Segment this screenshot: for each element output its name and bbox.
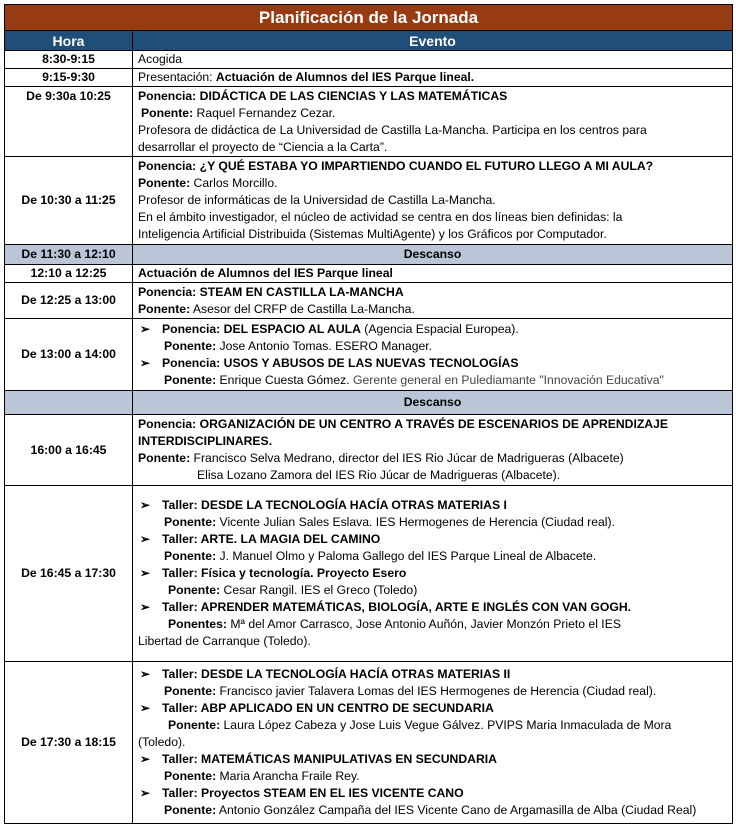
table-row — [5, 486, 733, 662]
time-cell: De 12:25 a 13:00 — [5, 283, 133, 319]
taller-title: Taller: DESDE LA TECNOLOGÍA HACÍA OTRAS MATERIAS I — [162, 498, 507, 512]
ponente-name: Raquel Fernandez Cezar. — [196, 105, 336, 120]
ponente-name: Enrique Cuesta Gómez. — [219, 372, 350, 387]
event-cell: Actuación de Alumnos del IES Parque lineal — [133, 265, 733, 283]
ponente-label: Ponente: — [138, 451, 191, 465]
taller-title: Taller: ARTE. LA MAGIA DEL CAMINO — [162, 532, 381, 546]
ponente-label: Ponente: — [164, 338, 217, 353]
event-cell — [133, 69, 733, 87]
ponente-name: Antonio González Campaña del IES Vicente Cano de Argamasilla de Alba (Ciudad Real) — [218, 803, 697, 817]
ponente-name: Francisco javier Talavera Lomas del IES Hermogenes de Herencia (Ciudad real). — [219, 684, 657, 698]
ponente-name: Mª del Amor Carrasco, Jose Antonio Auñón, Javier Monzón Prieto el IES — [230, 617, 621, 631]
time-cell: De 16:45 a 17:30 — [5, 486, 133, 662]
description-text: Profesora de didáctica de La Universidad de Castilla La-Mancha. Participa en los centros para — [138, 122, 647, 137]
ponente-label: Ponente: — [138, 301, 191, 316]
description-text: Profesor de informáticas de la Universidad de Castilla La-Mancha. — [138, 193, 496, 207]
ponente-name: J. Manuel Olmo y Paloma Gallego del IES Parque Lineal de Albacete. — [219, 549, 597, 563]
taller-title: Taller: Proyectos STEAM EN EL IES VICENTE CANO — [162, 786, 464, 800]
arrow-bullet-icon: ➢ — [140, 355, 151, 370]
time-cell: 12:10 a 12:25 — [5, 265, 133, 283]
description-text: En el ámbito investigador, el núcleo de actividad se centra en dos líneas bien definidas: la — [138, 210, 623, 224]
arrow-bullet-icon: ➢ — [140, 600, 151, 614]
ponente-name-cont: (Toledo). — [138, 735, 186, 749]
break-label: Descanso — [133, 391, 733, 415]
arrow-bullet-icon: ➢ — [140, 752, 151, 766]
arrow-bullet-icon: ➢ — [140, 701, 151, 715]
ponente-label: Ponente: — [168, 583, 221, 597]
taller-title: Taller: APRENDER MATEMÁTICAS, BIOLOGÍA, ARTE E INGLÉS CON VAN GOGH. — [162, 600, 632, 614]
ponente-name: Cesar Rangil. IES el Greco (Toledo) — [223, 583, 418, 597]
time-cell: 8:30-9:15 — [5, 51, 133, 69]
ponente-name: Elisa Lozano Zamora del IES Rio Júcar de Madrigueras (Albacete). — [197, 468, 561, 482]
arrow-bullet-icon: ➢ — [140, 667, 151, 681]
ponencia-title-cont: INTERDISCIPLINARES. — [138, 434, 273, 448]
event-cell — [133, 486, 733, 662]
ponente-extra: Gerente general en Puledіamante "Innovación Educativa" — [353, 372, 664, 387]
time-cell: 9:15-9:30 — [5, 69, 133, 87]
event-cell — [133, 87, 733, 157]
event-cell — [133, 319, 733, 391]
taller-title: Taller: Física y tecnología. Proyecto Esero — [162, 566, 407, 580]
ponente-label: Ponente: — [164, 549, 217, 563]
arrow-bullet-icon: ➢ — [140, 786, 151, 800]
ponencia-title: ORGANIZACIÓN DE UN CENTRO A TRAVÉS DE ESCENARIOS DE APRENDIZAJE — [199, 417, 668, 431]
ponente-label: Ponente: — [138, 176, 191, 190]
ponente-name: Vicente Julian Sales Eslava. IES Hermogenes de Herencia (Ciudad real). — [219, 515, 615, 529]
ponencia-title: ¿Y QUÉ ESTABA YO IMPARTIENDO CUANDO EL FUTURO LLEGO A MI AULA? — [199, 159, 654, 173]
ponencia-label: Ponencia: — [138, 88, 197, 103]
arrow-bullet-icon: ➢ — [140, 321, 151, 336]
table-row — [5, 415, 733, 486]
page-title: Planificación de la Jornada — [5, 5, 733, 31]
ponencia-title: USOS Y ABUSOS DE LAS NUEVAS TECNOLOGÍAS — [223, 355, 519, 370]
ponencia-label: Ponencia: — [162, 355, 221, 370]
ponente-label: Ponente: — [164, 769, 217, 783]
table-row — [5, 87, 733, 157]
ponencia-title: DIDÁCTICA DE LAS CIENCIAS Y LAS MATEMÁTICAS — [199, 88, 508, 103]
ponencia-label: Ponencia: — [162, 321, 221, 336]
table-row — [5, 319, 733, 391]
ponencia-extra: (Agencia Espacial Europea). — [364, 321, 519, 336]
ponencia-label: Ponencia: — [138, 417, 197, 431]
description-text: desarrollar el proyecto de “Ciencia a la Carta”. — [138, 139, 388, 154]
ponente-label: Ponente: — [164, 803, 217, 817]
ponente-name: Carlos Morcillo. — [193, 176, 278, 190]
column-header-event: Evento — [133, 31, 733, 51]
table-row — [5, 283, 733, 319]
ponente-name: Francisco Selva Medrano, director del IES Rio Júcar de Madrigueras (Albacete) — [193, 451, 624, 465]
time-cell: De 9:30a 10:25 — [5, 87, 133, 157]
ponente-label: Ponente: — [164, 372, 217, 387]
time-cell: De 11:30 a 12:10 — [5, 245, 133, 265]
table-row — [5, 265, 733, 283]
table-row — [5, 69, 733, 87]
ponente-name: Laura López Cabeza y Jose Luis Vegue Gálvez. PVIPS Maria Inmaculada de Mora — [223, 718, 672, 732]
title-row — [5, 5, 733, 31]
header-row — [5, 31, 733, 51]
ponente-label: Ponente: — [141, 105, 194, 120]
ponente-name-cont: Libertad de Carranque (Toledo). — [138, 634, 311, 648]
event-label: Presentación: — [138, 70, 213, 84]
time-cell: De 13:00 a 14:00 — [5, 319, 133, 391]
schedule-table — [4, 4, 733, 824]
event-title: Actuación de Alumnos del IES Parque lineal. — [215, 70, 475, 84]
column-header-time: Hora — [5, 31, 133, 51]
ponencia-label: Ponencia: — [138, 159, 197, 173]
arrow-bullet-icon: ➢ — [140, 498, 151, 512]
event-cell: Acogida — [133, 51, 733, 69]
description-text: Inteligencia Artificial Distribuida (Sistemas MultiAgente) y los Gráficos por Computador. — [138, 227, 607, 241]
arrow-bullet-icon: ➢ — [140, 532, 151, 546]
taller-title: Taller: DESDE LA TECNOLOGÍA HACÍA OTRAS MATERIAS II — [162, 667, 511, 681]
time-cell — [5, 391, 133, 415]
ponente-name: Maria Arancha Fraile Rey. — [219, 769, 360, 783]
ponencia-label: Ponencia: — [138, 284, 197, 299]
time-cell: De 17:30 a 18:15 — [5, 662, 133, 824]
ponente-name: Jose Antonio Tomas. ESERO Manager. — [219, 338, 433, 353]
ponente-label: Ponente: — [164, 515, 217, 529]
break-label: Descanso — [133, 245, 733, 265]
ponente-label: Ponente: — [168, 718, 221, 732]
time-cell: De 10:30 a 11:25 — [5, 157, 133, 245]
table-row — [5, 157, 733, 245]
taller-title: Taller: ABP APLICADO EN UN CENTRO DE SECUNDARIA — [162, 701, 494, 715]
ponencia-title: STEAM EN CASTILLA LA-MANCHA — [199, 284, 404, 299]
ponencia-title: DEL ESPACIO AL AULA — [223, 321, 361, 336]
time-cell: 16:00 a 16:45 — [5, 415, 133, 486]
event-cell — [133, 415, 733, 486]
event-cell — [133, 662, 733, 824]
taller-title: Taller: MATEMÁTICAS MANIPULATIVAS EN SECUNDARIA — [162, 752, 497, 766]
table-row — [5, 662, 733, 824]
event-cell — [133, 157, 733, 245]
ponente-label: Ponentes: — [168, 617, 227, 631]
table-row-break — [5, 245, 733, 265]
ponente-name: Asesor del CRFP de Castilla La-Mancha. — [192, 301, 415, 316]
ponente-label: Ponente: — [164, 684, 217, 698]
table-row-break — [5, 391, 733, 415]
table-row — [5, 51, 733, 69]
arrow-bullet-icon: ➢ — [140, 566, 151, 580]
event-cell — [133, 283, 733, 319]
